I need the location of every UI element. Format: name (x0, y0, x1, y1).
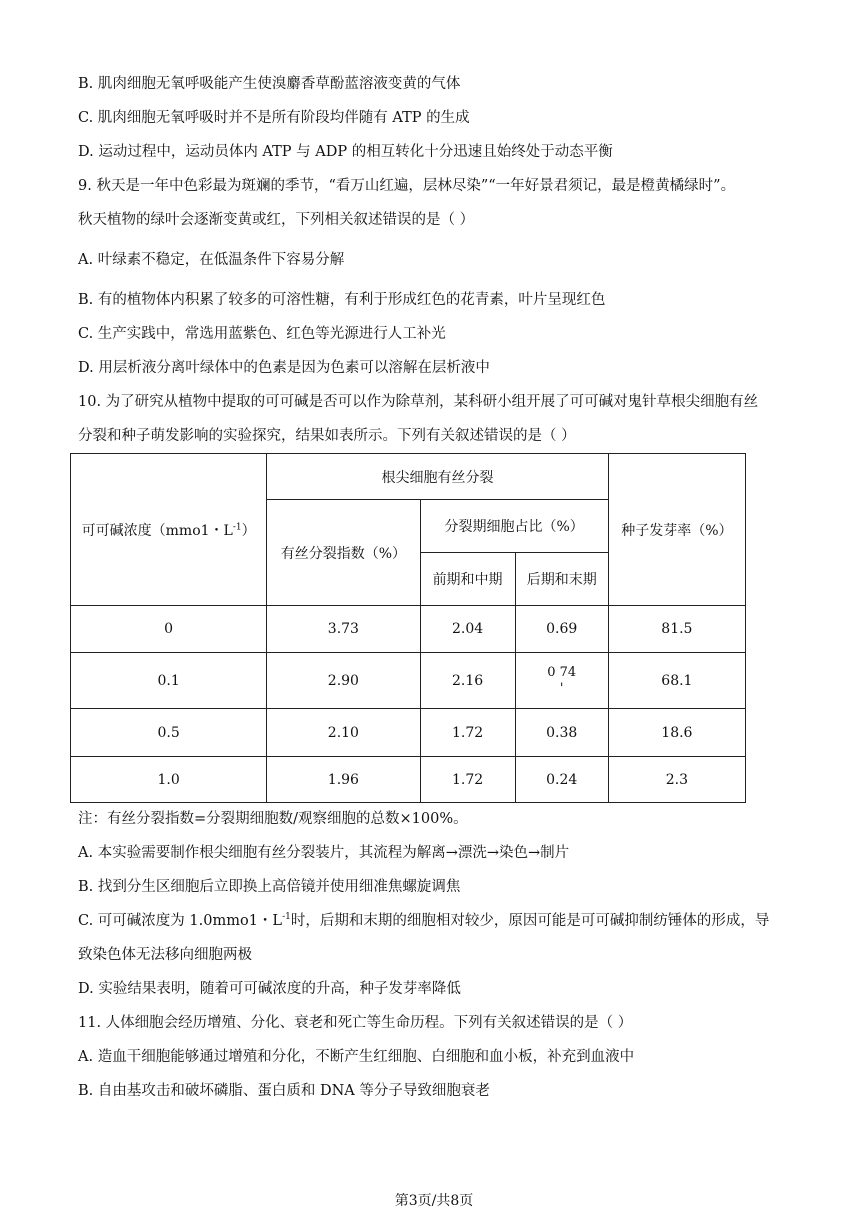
question-10-option-c-line1: C. 可可碱浓度为 1.0mmo1・$L^{-1}$时，后期和末期的细胞相对较少，原因可能是可可碱抑制纺锤体的形成，导 (78, 912, 770, 929)
question-10-option-c-line2: 致染色体无法移向细胞两极 (78, 947, 252, 963)
question-11-option-b: B. 自由基攻击和破坏磷脂、蛋白质和 DNA 等分子导致细胞衰老 (78, 1083, 490, 1099)
question-9-stem-line1: 9. 秋天是一年中色彩最为斑斓的季节，“看万山红遍，层林尽染”“一年好景君须记，最是橙黄橘绿时”。 (78, 178, 736, 194)
table-cell: 0.1 (71, 653, 267, 709)
table-cell: 1.0 (71, 757, 267, 803)
table-cell (515, 653, 608, 709)
question-10-option-d: D. 实验结果表明，随着可可碱浓度的升高，种子发芽率降低 (78, 981, 461, 997)
header-phase-ratio: 分裂期细胞占比（%） (420, 500, 608, 553)
table-row (71, 709, 746, 757)
table-cell: 2.16 (420, 653, 515, 709)
table-cell: 2.90 (267, 653, 420, 709)
question-9-option-c: C. 生产实践中，常选用蓝紫色、红色等光源进行人工补光 (78, 326, 446, 342)
header-mitotic-index: 有丝分裂指数（%） (267, 500, 420, 606)
table-cell: 68.1 (608, 653, 745, 709)
table-row (71, 653, 746, 709)
table-cell: 1.96 (267, 757, 420, 803)
table-row (71, 757, 746, 803)
table-cell: 2.3 (608, 757, 745, 803)
question-11-option-a: A. 造血干细胞能够通过增殖和分化，不断产生红细胞、白细胞和血小板，补充到血液中 (78, 1049, 635, 1065)
question-11-stem: 11. 人体细胞会经历增殖、分化、衰老和死亡等生命历程。下列有关叙述错误的是（ ） (78, 1015, 633, 1031)
question-8-option-d: D. 运动过程中，运动员体内 ATP 与 ADP 的相互转化十分迅速且始终处于动态平衡 (78, 144, 613, 160)
table-cell: 0.24 (515, 757, 608, 803)
question-9-stem-line2: 秋天植物的绿叶会逐渐变黄或红，下列相关叙述错误的是（ ） (78, 212, 475, 228)
table-cell: 3.73 (267, 606, 420, 653)
table-cell: 1.72 (420, 757, 515, 803)
question-9-option-b: B. 有的植物体内积累了较多的可溶性糖，有利于形成红色的花青素，叶片呈现红色 (78, 292, 606, 308)
question-9-option-a: A. 叶绿素不稳定，在低温条件下容易分解 (78, 252, 345, 268)
table-row (71, 606, 746, 653)
header-root-mitosis: 根尖细胞有丝分裂 (267, 454, 608, 500)
question-8-option-c: C. 肌肉细胞无氧呼吸时并不是所有阶段均伴随有 ATP 的生成 (78, 110, 470, 126)
table-cell: 0.38 (515, 709, 608, 757)
table-cell: 81.5 (608, 606, 745, 653)
header-concentration: 可可碱浓度（mmo1・$L^{-1}$） (71, 454, 267, 606)
question-8-option-b: B. 肌肉细胞无氧呼吸能产生使溴麝香草酚蓝溶液变黄的气体 (78, 76, 461, 92)
question-10-option-a: A. 本实验需要制作根尖细胞有丝分裂装片，其流程为解离→漂洗→染色→制片 (78, 845, 570, 861)
table-note: 注：有丝分裂指数=分裂期细胞数/观察细胞的总数×100%。 (78, 811, 468, 827)
header-anaphase-telophase: 后期和末期 (515, 553, 608, 606)
table-cell-value: 0 74 (547, 664, 577, 680)
table-cell: 0.5 (71, 709, 267, 757)
header-prophase-metaphase: 前期和中期 (420, 553, 515, 606)
header-germination-rate: 种子发芽率（%） (608, 454, 745, 606)
table-cell: 18.6 (608, 709, 745, 757)
table-cell: 0.69 (515, 606, 608, 653)
page-footer: 第3页/共8页 (394, 1193, 474, 1209)
question-9-option-d: D. 用层析液分离叶绿体中的色素是因为色素可以溶解在层析液中 (78, 360, 490, 376)
table-cell: 1.72 (420, 709, 515, 757)
stray-mark: ' (559, 680, 564, 696)
table-cell: 2.10 (267, 709, 420, 757)
results-table (70, 453, 746, 803)
question-10-option-b: B. 找到分生区细胞后立即换上高倍镜并使用细准焦螺旋调焦 (78, 879, 461, 895)
table-cell: 2.04 (420, 606, 515, 653)
question-10-stem-line1: 10. 为了研究从植物中提取的可可碱是否可以作为除草剂，某科研小组开展了可可碱对鬼针草根尖细胞有丝 (78, 394, 759, 410)
question-10-stem-line2: 分裂和种子萌发影响的实验探究，结果如表所示。下列有关叙述错误的是（ ） (78, 428, 576, 444)
table-cell: 0 (71, 606, 267, 653)
